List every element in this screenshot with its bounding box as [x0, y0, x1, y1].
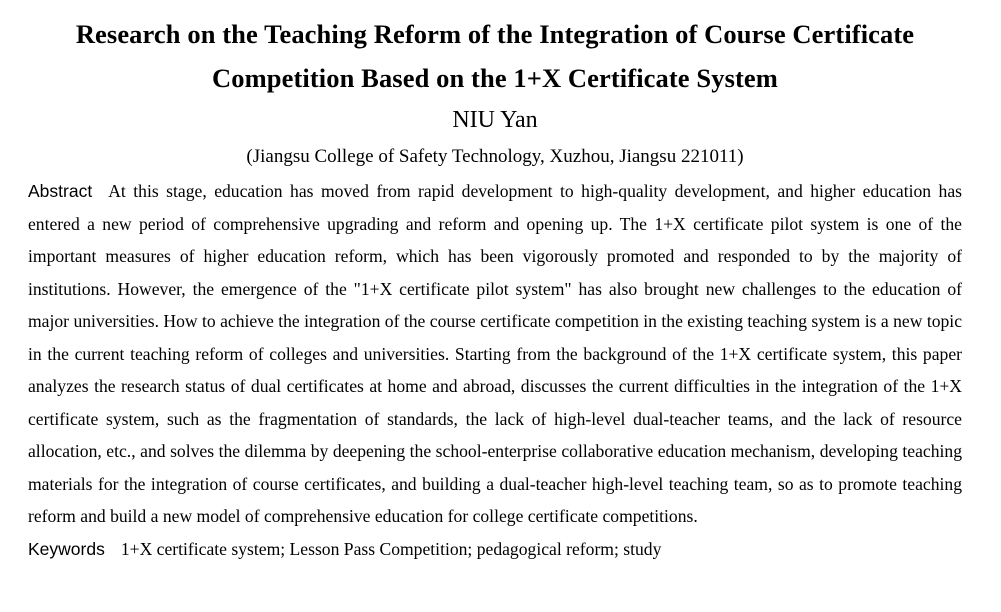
paper-title: Research on the Teaching Reform of the Integration of Course Certificate Competition Based on the 1+X Certificate System — [75, 19, 915, 93]
abstract-text: At this stage, education has moved from rapid development to high-quality development, and higher education has entered a new period of comprehensive upgrading and reform and opening up. The 1+X certificate pilot system is one of the important measures of higher education reform, which has been vigorously promoted and responded to by the majority of institutions. However, the emergence of the "1+X certificate pilot system" has also brought new challenges to the education of major universities. How to achieve the integration of the course certificate competition in the existing teaching system is a new topic in the current teaching reform of colleges and universities. Starting from the background of the 1+X certificate system, this paper analyzes the research status of dual certificates at home and abroad, discusses the current difficulties in the integration of the 1+X certificate system, such as the fragmentation of standards, the lack of high-level dual-teacher teams, and the lack of resource allocation, etc., and solves the dilemma by deepening the school-enterprise collaborative education mechanism, developing teaching materials for the integration of course certificates, and building a dual-teacher high-level teaching team, so as to promote teaching reform and build a new model of comprehensive education for college certificate competitions. — [28, 181, 962, 526]
paper-page — [28, 0, 962, 612]
abstract-label: Abstract — [28, 181, 93, 201]
author-affiliation: (Jiangsu College of Safety Technology, Xuzhou, Jiangsu 221011) — [246, 146, 744, 167]
abstract-paragraph — [28, 175, 962, 533]
keywords-text: 1+X certificate system; Lesson Pass Competition; pedagogical reform; study — [120, 538, 662, 559]
keywords-line — [28, 533, 962, 565]
keywords-label: Keywords — [28, 538, 105, 559]
author-name: NIU Yan — [452, 107, 538, 133]
